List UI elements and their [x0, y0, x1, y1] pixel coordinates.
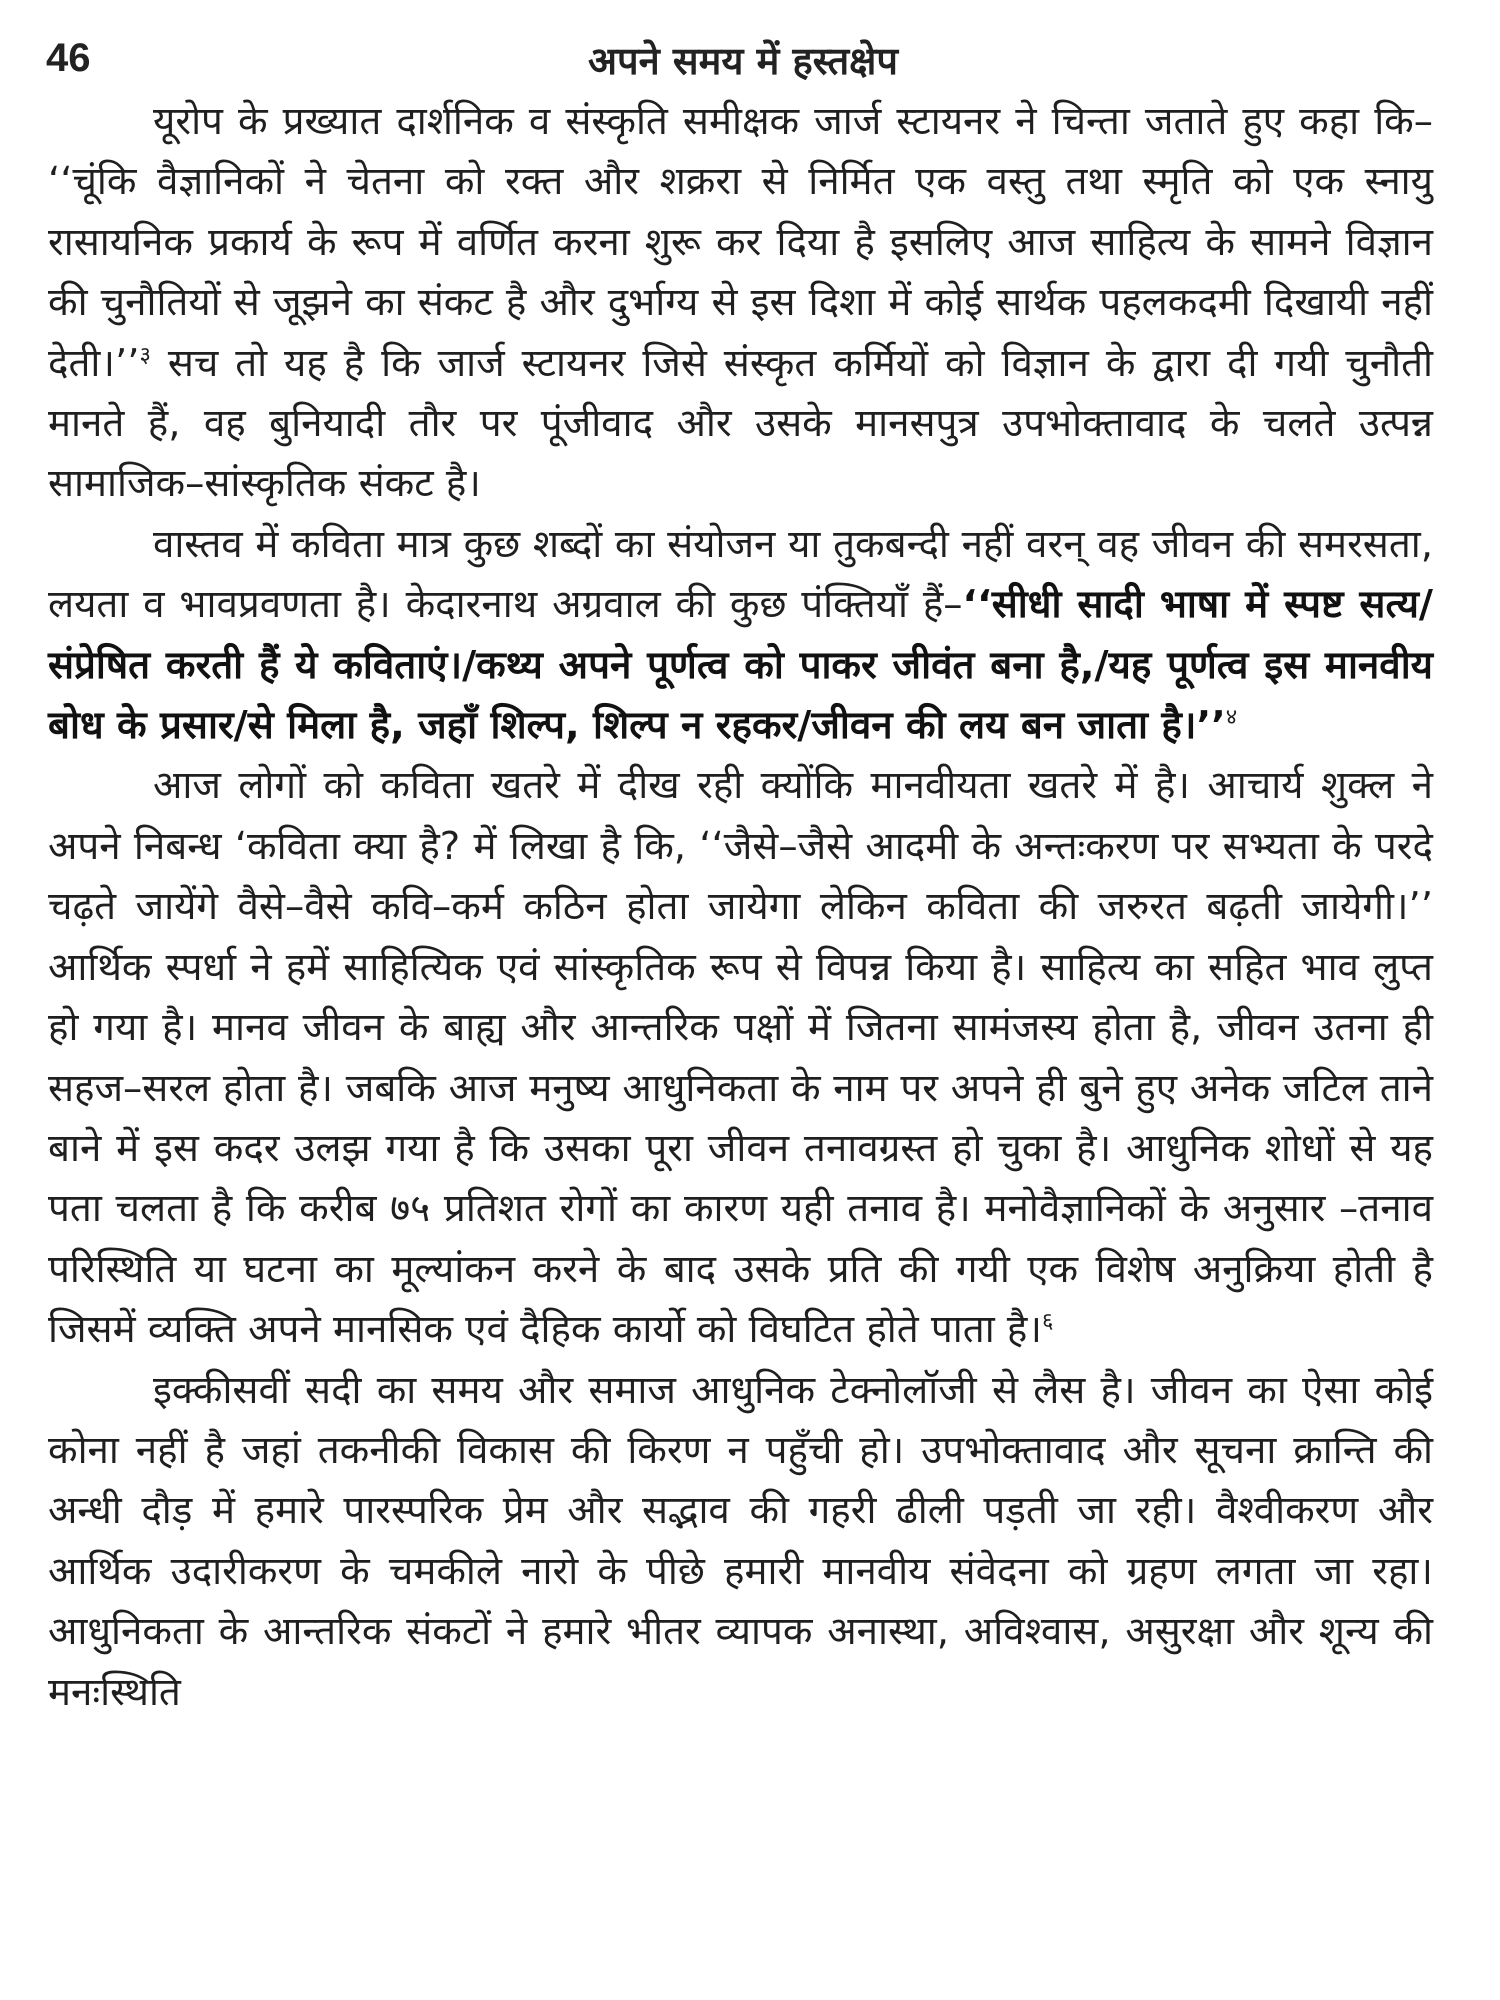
- paragraph-2-intro: वास्तव में कविता मात्र कुछ शब्दों का संयोजन या तुकबन्दी नहीं वरन् वह जीवन की समरसता, लयता व भावप्रवणता है। केदारनाथ अग्रवाल की कुछ पंक्तियाँ हैं–: [48, 521, 1433, 628]
- paragraph-3: [48, 756, 1433, 1360]
- running-title: अपने समय में हस्तक्षेप: [587, 39, 899, 83]
- paragraph-3-text: आज लोगों को कविता खतरे में दीख रही क्योंकि मानवीयता खतरे में है। आचार्य शुक्ल ने अपने निबन्ध ‘कविता क्या है? में लिखा है कि, ‘‘जैसे–जैसे आदमी के अन्तःकरण पर सभ्यता के परदे चढ़ते जायेंगे वैसे–वैसे कवि–कर्म कठिन होता जायेगा लेकिन कविता की जरुरत बढ़ती जायेगी।’’ आर्थिक स्पर्धा ने हमें साहित्यिक एवं सांस्कृतिक रूप से विपन्न किया है। साहित्य का सहित भाव लुप्त हो गया है। मानव जीवन के बाह्य और आन्तरिक पक्षों में जितना सामंजस्य होता है, जीवन उतना ही सहज–सरल होता है। जबकि आज मनुष्य आधुनिकता के नाम पर अपने ही बुने हुए अनेक जटिल ताने बाने में इस कदर उलझ गया है कि उसका पूरा जीवन तनावग्रस्त हो चुका है। आधुनिक शोधों से यह पता चलता है कि करीब ७५ प्रतिशत रोगों का कारण यही तनाव है। मनोवैज्ञानिकों के अनुसार –तनाव परिस्थिति या घटना का मूल्यांकन करने के बाद उसके प्रति की गयी एक विशेष अनुक्रिया होती है जिसमें व्यक्ति अपने मानसिक एवं दैहिक कार्यो को विघटित होते पाता है।: [48, 763, 1433, 1353]
- page-header: [38, 30, 1448, 90]
- footnote-ref-4: ४: [1225, 705, 1238, 731]
- footnote-ref-3: ३: [139, 342, 151, 368]
- page-number: 46: [46, 36, 91, 80]
- paragraph-4-text: इक्कीसवीं सदी का समय और समाज आधुनिक टेक्नोलॉजी से लैस है। जीवन का ऐसा कोई कोना नहीं है जहां तकनीकी विकास की किरण न पहुँची हो। उपभोक्तावाद और सूचना क्रान्ति की अन्धी दौड़ में हमारे पारस्परिक प्रेम और सद्भाव की गहरी ढीली पड़ती जा रही। वैश्वीकरण और आर्थिक उदारीकरण के चमकीले नारो के पीछे हमारी मानवीय संवेदना को ग्रहण लगता जा रहा। आधुनिकता के आन्तरिक संकटों ने हमारे भीतर व्यापक अनास्था, अविश्वास, असुरक्षा और शून्य की मनःस्थिति: [48, 1367, 1433, 1715]
- paragraph-4: [48, 1361, 1433, 1723]
- footnote-ref-6: ६: [1041, 1309, 1054, 1335]
- poem-quote: ‘‘सीधी सादी भाषा में स्पष्ट सत्य/संप्रेषित करती हैं ये कविताएं।/कथ्य अपने पूर्णत्व को पाकर जीवंत बना है,/यह पूर्णत्व इस मानवीय बोध के प्रसार/से मिला है, जहाँ शिल्प, शिल्प न रहकर/जीवन की लय बन जाता है।’’: [48, 582, 1433, 749]
- paragraph-2: [48, 515, 1433, 757]
- paragraph-1: [48, 92, 1433, 515]
- paragraph-1-text: यूरोप के प्रख्यात दार्शनिक व संस्कृति समीक्षक जार्ज स्टायनर ने चिन्ता जताते हुए कहा कि– ‘‘चूंकि वैज्ञानिकों ने चेतना को रक्त और शक्ररा से निर्मित एक वस्तु तथा स्मृति को एक स्नायु रासायनिक प्रकार्य के रूप में वर्णित करना शुरू कर दिया है इसलिए आज साहित्य के सामने विज्ञान की चुनौतियों से जूझने का संकट है और दुर्भाग्य से इस दिशा में कोई सार्थक पहलकदमी दिखायी नहीं देती।’’: [48, 99, 1433, 386]
- paragraph-1-continuation: सच तो यह है कि जार्ज स्टायनर जिसे संस्कृत कर्मियों को विज्ञान के द्वारा दी गयी चुनौती मानते हैं, वह बुनियादी तौर पर पूंजीवाद और उसके मानसपुत्र उपभोक्तावाद के चलते उत्पन्न सामाजिक–सांस्कृतिक संकट है।: [48, 340, 1433, 507]
- body-text: [48, 92, 1433, 1723]
